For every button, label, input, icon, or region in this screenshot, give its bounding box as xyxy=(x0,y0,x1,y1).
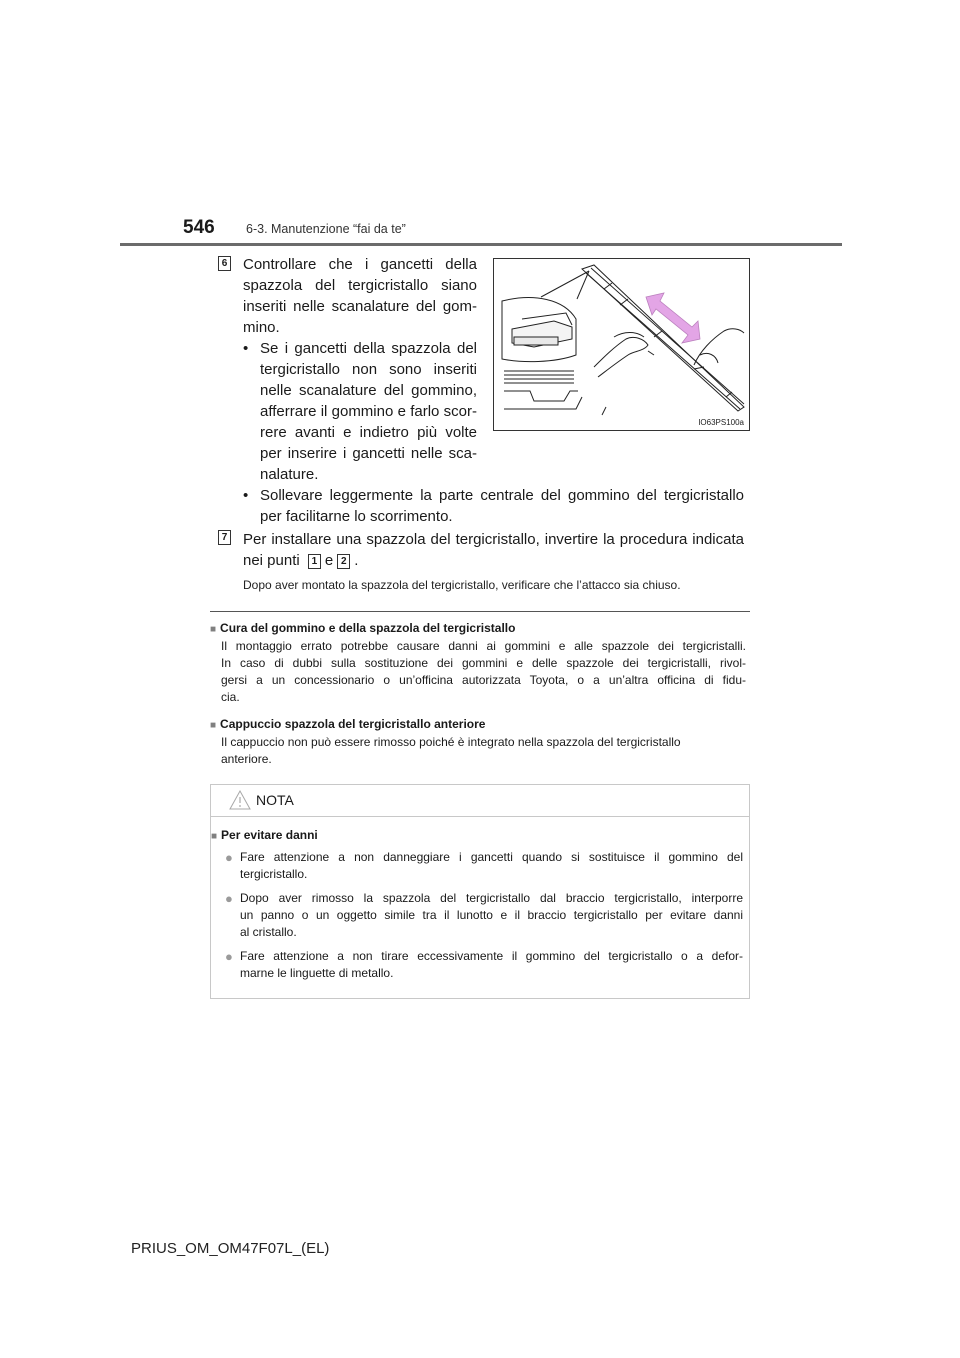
step-7-prefix: nei punti xyxy=(243,552,300,569)
note-1 xyxy=(210,621,746,706)
square-bullet-icon: ■ xyxy=(210,720,217,731)
step-6-line: inseriti nelle scanalature del gom- xyxy=(243,298,477,315)
bullet-line: rere avanti e indietro più volte xyxy=(260,424,477,441)
bullet-mark: • xyxy=(243,340,249,357)
wiper-blade-drawing xyxy=(494,259,749,430)
note-line: In caso di dubbi sulla sostituzione dei gommini e delle spazzole dei tergicristalli, rivol- xyxy=(221,656,746,670)
note-body xyxy=(210,734,746,768)
bullet-line: tergicristallo non sono inseriti xyxy=(260,361,477,378)
note-line: gersi a un concessionario o un’officina autorizzata Toyota, o a un’altra officina di fidu- xyxy=(221,673,746,687)
nota-line: Dopo aver rimosso la spazzola del tergicristallo dal braccio tergicristallo, interporre xyxy=(240,891,743,905)
nota-line: marne le linguette di metallo. xyxy=(240,966,394,980)
nota-item-1 xyxy=(211,849,743,883)
step-7-subnote: Dopo aver montato la spazzola del tergicristallo, verificare che l’attacco sia chiuso. xyxy=(243,578,681,592)
step-ref-1: 1 xyxy=(308,554,321,569)
bullet-line: per facilitarne lo scorrimento. xyxy=(260,508,453,525)
gray-dot-icon: ● xyxy=(225,949,233,964)
note-line: cia. xyxy=(221,690,240,704)
bullet-mark: • xyxy=(243,487,249,504)
step-number-6: 6 xyxy=(218,256,231,271)
step-7-conj: e xyxy=(324,552,334,569)
wiper-blade-illustration xyxy=(493,258,750,431)
nota-line: Fare attenzione a non danneggiare i gancetti quando si sostituisce il gommino del xyxy=(240,850,743,864)
step-number-7: 7 xyxy=(218,530,231,545)
nota-content xyxy=(211,828,743,982)
note-heading xyxy=(210,621,746,635)
step-6-line: Controllare che i gancetti della xyxy=(243,256,477,273)
gray-dot-icon: ● xyxy=(225,891,233,906)
bullet-line: per inserire i gancetti nelle sca- xyxy=(260,445,477,462)
note-line: anteriore. xyxy=(221,752,272,766)
nota-line: al cristallo. xyxy=(240,925,297,939)
note-line: Il cappuccio non può essere rimosso poiché è integrato nella spazzola del tergicristallo xyxy=(221,735,681,749)
figure-code: IO63PS100a xyxy=(698,418,744,427)
bullet-line: Sollevare leggermente la parte centrale del gommino del tergicristallo xyxy=(260,487,744,504)
step-ref-2: 2 xyxy=(337,554,350,569)
nota-divider xyxy=(211,816,749,817)
step-7-suffix: . xyxy=(354,552,359,569)
note-heading xyxy=(210,717,746,731)
step-6-text xyxy=(243,254,477,338)
note-2 xyxy=(210,717,746,768)
step-6-line: spazzola del tergicristallo siano xyxy=(243,277,477,294)
bullet-line: nelle scanalature del gommino, xyxy=(260,382,477,399)
nota-line: un panno o un oggetto simile tra il lunotto e il braccio tergicristallo per evitare danni xyxy=(240,908,743,922)
step-7-line xyxy=(243,550,744,571)
header-rule xyxy=(120,243,842,246)
note-line: Il montaggio errato potrebbe causare danni ai gommini e alle spazzole dei tergicristalli. xyxy=(221,639,746,653)
step-6-bullet-b xyxy=(243,485,744,527)
bullet-line: nalature. xyxy=(260,466,319,483)
nota-line: Fare attenzione a non tirare eccessivamente il gommino del tergicristallo o a defor- xyxy=(240,949,743,963)
nota-line: tergicristallo. xyxy=(240,867,308,881)
nota-title: NOTA xyxy=(256,792,294,808)
note-heading-text: Cura del gommino e della spazzola del tergicristallo xyxy=(220,621,516,635)
section-divider xyxy=(210,611,750,612)
warning-triangle-icon xyxy=(229,790,251,810)
step-6-bullet-a xyxy=(243,338,477,485)
nota-box xyxy=(210,784,750,999)
step-6-line: mino. xyxy=(243,319,280,336)
note-heading-text: Cappuccio spazzola del tergicristallo anteriore xyxy=(220,717,486,731)
nota-item-3 xyxy=(211,948,743,982)
page-number: 546 xyxy=(183,217,215,238)
nota-heading-text: Per evitare danni xyxy=(221,828,318,842)
step-7-text xyxy=(243,529,744,571)
section-title: 6-3. Manutenzione “fai da te” xyxy=(246,222,406,236)
square-bullet-icon: ■ xyxy=(210,624,217,635)
note-body xyxy=(210,638,746,706)
step-7-line: Per installare una spazzola del tergicristallo, invertire la procedura indicata xyxy=(243,531,744,548)
square-bullet-icon: ■ xyxy=(211,831,218,842)
document-code: PRIUS_OM_OM47F07L_(EL) xyxy=(131,1240,330,1257)
nota-item-2 xyxy=(211,890,743,941)
bullet-line: Se i gancetti della spazzola del xyxy=(260,340,477,357)
gray-dot-icon: ● xyxy=(225,850,233,865)
bullet-line: afferrare il gommino e farlo scor- xyxy=(260,403,477,420)
nota-heading xyxy=(211,828,743,842)
